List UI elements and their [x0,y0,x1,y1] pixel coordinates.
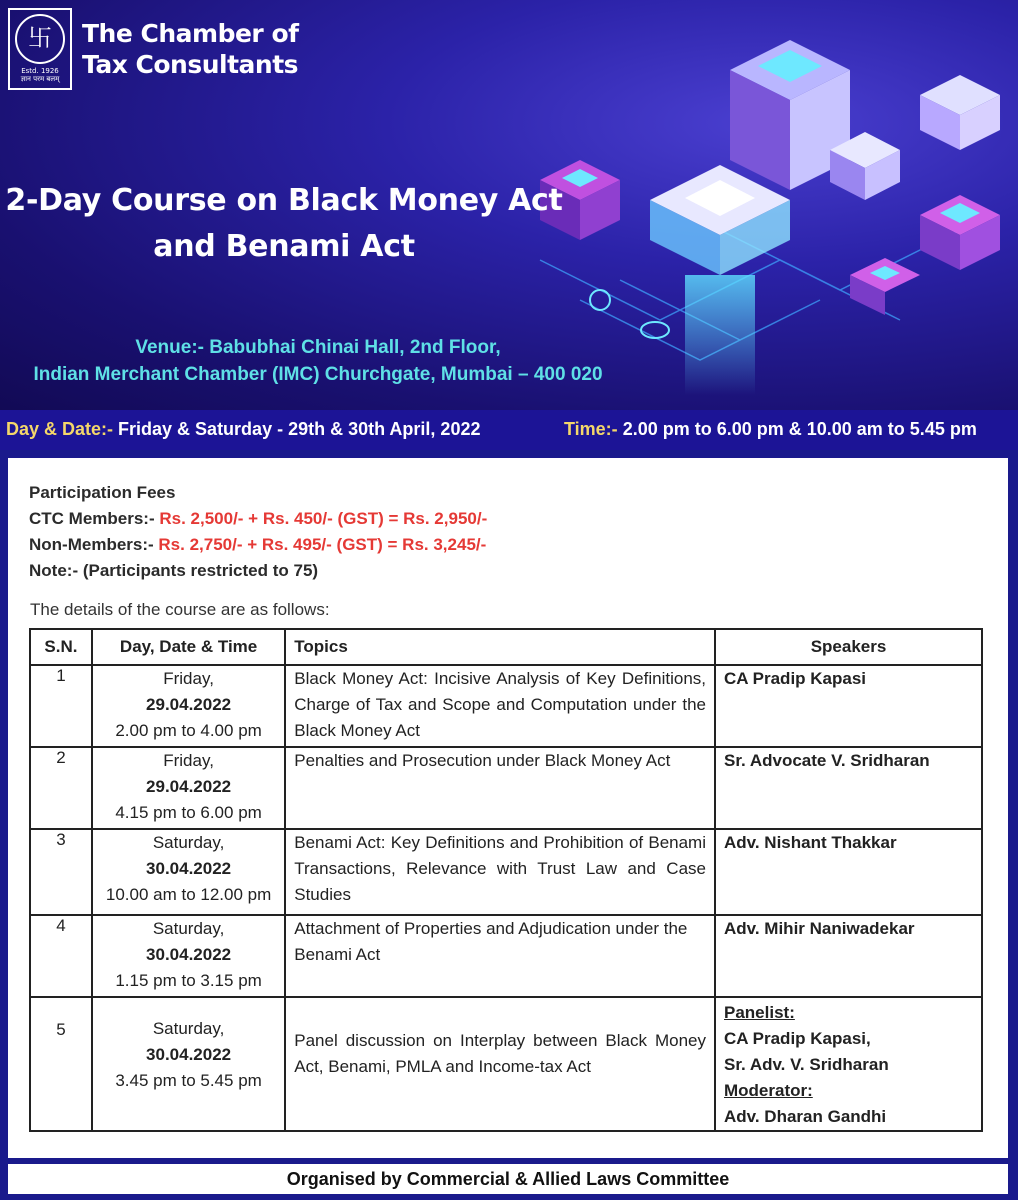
cell-date: 29.04.2022 [146,695,232,714]
fees-note: Note:- (Participants restricted to 75) [29,561,319,580]
cell-sn: 1 [30,665,92,747]
cell-speaker: Adv. Nishant Thakkar [715,829,982,915]
course-schedule-table [29,628,983,1132]
date-value: Friday & Saturday - 29th & 30th April, 2022 [113,419,481,439]
venue-info [0,334,636,388]
time-label: Time:- [564,419,618,439]
cell-speaker: Adv. Mihir Naniwadekar [715,915,982,997]
table-row [30,829,982,915]
cell-topic: Penalties and Prosecution under Black Money Act [285,747,715,829]
panelist-label: Panelist: [724,1003,795,1022]
cell-time: 1.15 pm to 3.15 pm [115,971,262,990]
fees-nonmembers-value: Rs. 2,750/- + Rs. 495/- (GST) = Rs. 3,245/- [158,535,487,554]
cell-date: 29.04.2022 [146,777,232,796]
header-topics: Topics [285,629,715,665]
time-value: 2.00 pm to 6.00 pm & 10.00 am to 5.45 pm [617,419,977,439]
cell-day: Saturday, [152,919,225,938]
date-label: Day & Date:- [6,419,114,439]
cell-topic: Black Money Act: Incisive Analysis of Key Definitions, Charge of Tax and Scope and Computation under the Black Money Act [285,665,715,747]
cell-time: 4.15 pm to 6.00 pm [115,803,262,822]
fees-nonmembers [29,532,487,558]
table-row [30,915,982,997]
table-row [30,665,982,747]
cell-date: 30.04.2022 [146,945,232,964]
cell-day: Friday, [163,751,214,770]
organization-name [82,18,299,80]
cell-day-date-time [92,665,285,747]
cell-day-date-time [92,829,285,915]
header-banner [0,0,1018,410]
course-details-intro: The details of the course are as follows: [30,600,330,619]
logo-motto: ज्ञान परम बलम् [20,75,60,83]
cell-time: 10.00 am to 12.00 pm [105,885,272,904]
cell-sn: 3 [30,829,92,915]
swastika-emblem-icon: 卐 [15,14,65,64]
cell-sn: 5 [30,997,92,1131]
course-title [0,178,568,270]
server-block-center [650,165,790,275]
cell-topic: Panel discussion on Interplay between Black Money Act, Benami, PMLA and Income-tax Act [285,997,715,1131]
cell-day: Friday, [163,669,214,688]
cell-day: Saturday, [152,833,225,852]
fees-members [29,506,487,532]
cell-speaker: CA Pradip Kapasi [715,665,982,747]
details-card [8,458,1008,1158]
course-title-line1: 2-Day Course on Black Money Act [5,183,563,218]
cell-day-date-time [92,915,285,997]
course-title-line2: and Benami Act [153,229,415,264]
organization-logo [8,8,299,90]
seal-emblem [8,8,72,90]
cell-day-date-time [92,997,285,1131]
cell-sn: 2 [30,747,92,829]
moderator-name: Adv. Dharan Gandhi [724,1107,887,1126]
cell-day: Saturday, [152,1019,225,1038]
header-day-date-time: Day, Date & Time [92,629,285,665]
venue-line2: Indian Merchant Chamber (IMC) Churchgate, Mumbai – 400 020 [33,364,603,385]
cell-day-date-time [92,747,285,829]
organization-name-line2: Tax Consultants [82,50,299,79]
fees-heading: Participation Fees [29,483,176,502]
table-row [30,997,982,1131]
venue-line1: Venue:- Babubhai Chinai Hall, 2nd Floor, [135,337,501,358]
cell-topic: Attachment of Properties and Adjudication under the Benami Act [285,915,715,997]
fees-members-value: Rs. 2,500/- + Rs. 450/- (GST) = Rs. 2,950/- [159,509,488,528]
logo-established: Estd. 1926 [21,67,59,75]
fees-members-label: CTC Members:- [29,509,160,528]
cell-date: 30.04.2022 [146,1045,232,1064]
organiser-footer: Organised by Commercial & Allied Laws Committee [8,1164,1008,1194]
cell-topic: Benami Act: Key Definitions and Prohibition of Benami Transactions, Relevance with Trust Law and Case Studies [285,829,715,915]
table-row [30,747,982,829]
cell-sn: 4 [30,915,92,997]
cell-speaker [715,997,982,1131]
cell-time: 3.45 pm to 5.45 pm [115,1071,262,1090]
panelist-2: Sr. Adv. V. Sridharan [724,1055,889,1074]
schedule-bar [0,410,1018,450]
cell-time: 2.00 pm to 4.00 pm [115,721,262,740]
cell-speaker: Sr. Advocate V. Sridharan [715,747,982,829]
participation-fees [29,480,487,584]
cell-date: 30.04.2022 [146,859,232,878]
fees-nonmembers-label: Non-Members:- [29,535,159,554]
server-small-right [920,75,1000,270]
table-header-row [30,629,982,665]
header-sn: S.N. [30,629,92,665]
panelist-1: CA Pradip Kapasi, [724,1029,871,1048]
organization-name-line1: The Chamber of [82,19,299,48]
moderator-label: Moderator: [724,1081,813,1100]
time-info [564,419,977,440]
header-speakers: Speakers [715,629,982,665]
date-info [6,419,480,440]
